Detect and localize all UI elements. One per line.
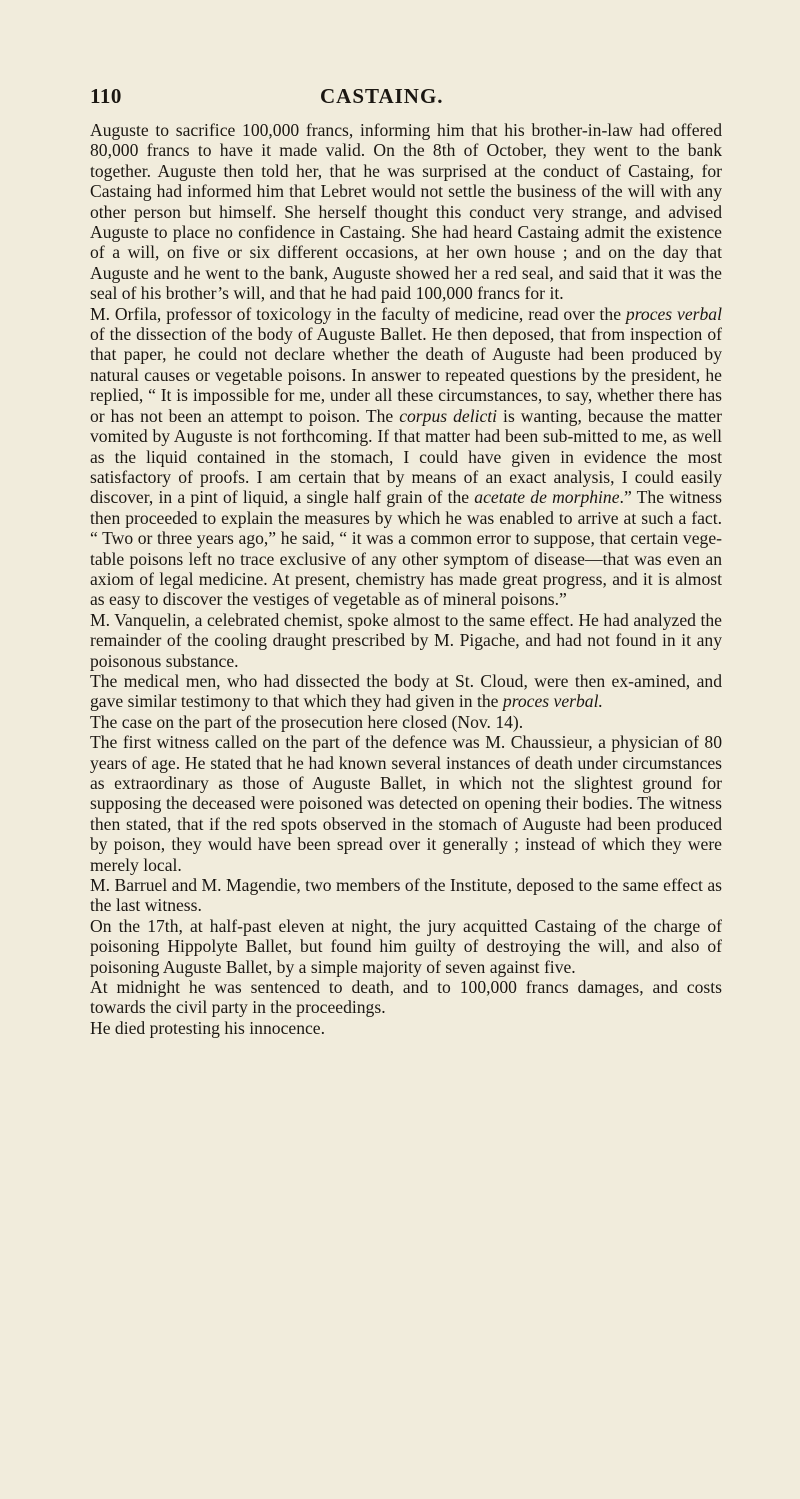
running-title: CASTAING. bbox=[320, 84, 444, 108]
text-run: The medical men, who had dissected the body at St. Cloud, were then ex-amined, and gave similar testimony to that which they had given in the bbox=[90, 670, 722, 712]
italic-phrase: corpus delicti bbox=[399, 405, 498, 426]
text-run: .” The witness then proceeded to explain the measures by which he was enabled to arrive at such a fact. “ Two or three years ago,” he said, “ it was a common error to suppose, that certain vege-table poisons left no trace exclusive of any other symptom of disease—that was even an axiom of legal medicine. At present, chemistry has made great progress, and it is almost as easy to discover the vestiges of vegetable as of mineral poisons.” bbox=[90, 487, 722, 610]
body-text bbox=[90, 120, 722, 1038]
text-run: M. Vanquelin, a celebrated chemist, spoke almost to the same effect. He had analyzed the remainder of the cooling draught prescribed by M. Pigache, and had not found in it any poisonous substance. bbox=[90, 609, 722, 671]
text-run: Auguste to sacrifice 100,000 francs, informing him that his brother-in-law had offered 80,000 francs to have it made valid. On the 8th of October, they went to the bank together. Auguste then told her, that he was surprised at the conduct of Castaing, for Castaing had informed him that Lebret would not settle the business of the will with any other person but himself. She herself thought this conduct very strange, and advised Auguste to place no confidence in Castaing. She had heard Castaing admit the existence of a will, on five or six different occasions, at her own house ; and on the day that Auguste and he went to the bank, Auguste showed her a red seal, and said that it was the seal of his brother’s will, and that he had paid 100,000 francs for it. bbox=[90, 120, 722, 304]
paragraph bbox=[90, 610, 722, 671]
italic-phrase: proces verbal bbox=[625, 303, 722, 324]
paragraph bbox=[90, 304, 722, 610]
text-run: The case on the part of the prosecution here closed (Nov. 14). bbox=[90, 711, 524, 732]
paragraph bbox=[90, 120, 722, 304]
text-run: On the 17th, at half-past eleven at night, the jury acquitted Castaing of the charge of poisoning Hippolyte Ballet, but found him guilty of destroying the will, and also of poisoning Auguste Ballet, by a simple majority of seven against five. bbox=[90, 915, 722, 977]
paragraph bbox=[90, 875, 722, 916]
text-run: M. Barruel and M. Magendie, two members of the Institute, deposed to the same effect as the last witness. bbox=[90, 875, 722, 916]
text-run: is wanting, because the matter vomited by Auguste is not forthcoming. If that matter had been sub-mitted to me, as well as the liquid contained in the stomach, I could have given in evidence the most satisfactory of proofs. I am certain that by means of an exact analysis, I could easily discover, in a pint of liquid, a single half grain of the bbox=[90, 405, 722, 508]
italic-phrase: acetate de morphine bbox=[474, 487, 620, 508]
page-number: 110 bbox=[90, 84, 122, 108]
italic-phrase: proces verbal. bbox=[502, 691, 603, 712]
running-head bbox=[90, 84, 720, 114]
text-run: of the dissection of the body of Auguste Ballet. He then deposed, that from inspection of that paper, he could not declare whether the death of Auguste had been produced by natural causes or vegetable poisons. In answer to repeated questions by the president, he replied, “ It is impossible for me, under all these circumstances, to say, whether there has or has not been an attempt to poison. The bbox=[90, 324, 722, 426]
text-run: He died protesting his innocence. bbox=[90, 1017, 326, 1038]
text-run: At midnight he was sentenced to death, and to 100,000 francs damages, and costs towards the civil party in the proceedings. bbox=[90, 977, 722, 1018]
paragraph bbox=[90, 671, 722, 712]
text-run: The first witness called on the part of the defence was M. Chaussieur, a physician of 80 years of age. He stated that he had known several instances of death under circumstances as extraordinary as those of Auguste Ballet, in which not the slightest ground for supposing the deceased were poisoned was detected on opening their bodies. The witness then stated, that if the red spots observed in the stomach of Auguste had been produced by poison, they would have been spread over it generally ; instead of which they were merely local. bbox=[90, 732, 722, 875]
paragraph bbox=[90, 977, 722, 1018]
text-run: M. Orfila, professor of toxicology in the faculty of medicine, read over the bbox=[90, 303, 626, 324]
paragraph bbox=[90, 732, 722, 875]
paragraph bbox=[90, 1018, 722, 1038]
paragraph bbox=[90, 712, 722, 732]
paragraph bbox=[90, 916, 722, 977]
